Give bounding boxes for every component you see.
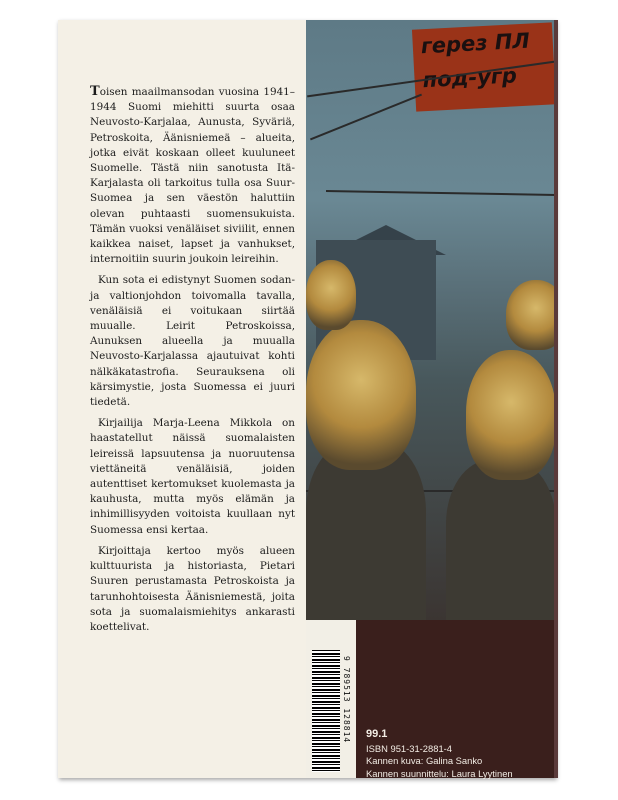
photo-sign-line-1: герез ПЛ [420, 28, 531, 59]
isbn: ISBN 951-31-2881-4 [366, 742, 452, 754]
photo-sign-line-2: под-угр [421, 63, 518, 93]
blurb-panel [58, 20, 306, 778]
blurb-paragraph-3: Kirjailija Marja-Leena Mikkola on haastatellut näissä suomalaisten leireissä lapsuutensa ja nuoruutensa viettäneitä venäläisiä, joiden autenttiset kertomukset kuolemasta ja kauhusta, mutta myös elämän ja inhimillisyyden voitoista kuullaan nyt Suomessa ensi kertaa. [90, 417, 295, 536]
price-code: 99.1 [366, 728, 388, 740]
blurb-paragraph-4: Kirjoittaja kertoo myös alueen kulttuurista ja historiasta, Pietari Suuren perustamasta Petroskoista ja tarunhohtoisesta Äänisniemestä, joita sota ja suomalaismiehitys ankarasti koettelivat. [90, 544, 295, 633]
photo-child-face [306, 260, 356, 330]
barbed-wire [310, 94, 422, 141]
drop-cap: T [90, 84, 100, 99]
barcode-number: 9 789513 128814 [342, 656, 351, 744]
cover-photo-credit: Kannen kuva: Galina Sanko [366, 755, 483, 766]
imprint-band [306, 620, 556, 778]
blurb-paragraph-2: Kun sota ei edistynyt Suomen sodan- ja valtionjohdon toivomalla tavalla, venäläisiä ei voitukaan siirtää muualle. Leirit Petroskoissa, Aunuksen alueella ja muualla Neuvosto-Karjalassa ajautuivat kohti nälkäkatastrofia. Seurauksena oli kärsimystie, josta Suomessa ei juuri tiedetä. [90, 274, 295, 409]
barcode-area [306, 620, 356, 778]
blurb-text [90, 84, 295, 641]
cover-design-credit: Kannen suunnittelu: Laura Lyytinen [366, 767, 513, 779]
cover-photo [306, 20, 556, 620]
spine-edge [554, 20, 558, 778]
photo-child-face [306, 320, 416, 470]
blurb-paragraph-1 [90, 84, 295, 267]
imprint-text [366, 728, 552, 780]
blurb-paragraph-1-text: oisen maailmansodan vuosina 1941–1944 Suomi miehitti suurta osaa Neuvosto-Karjalaa, Aunusta, Syväriä, Petroskoita, Äänisniemeä – alueita, jotka eivät koskaan olleet kuuluneet Suomelle. Tästä niin sanotusta Itä-Karjalasta oli tarkoitus tulla osa Suur-Suomea ja sen väestön haluttiin olevan puhtaasti suomensukuista. Tämän vuoksi venäläiset siviilit, ennen kaikkea naiset, lapset ja vanhukset, internoitiin suurin joukoin leireihin. [90, 86, 295, 266]
barcode [312, 650, 340, 772]
photo-sign [412, 22, 556, 111]
photo-child-coat [446, 460, 556, 620]
photo-child-face [506, 280, 556, 350]
photo-child-face [466, 350, 556, 480]
book-back-cover [58, 20, 556, 778]
barbed-wire [326, 190, 556, 196]
